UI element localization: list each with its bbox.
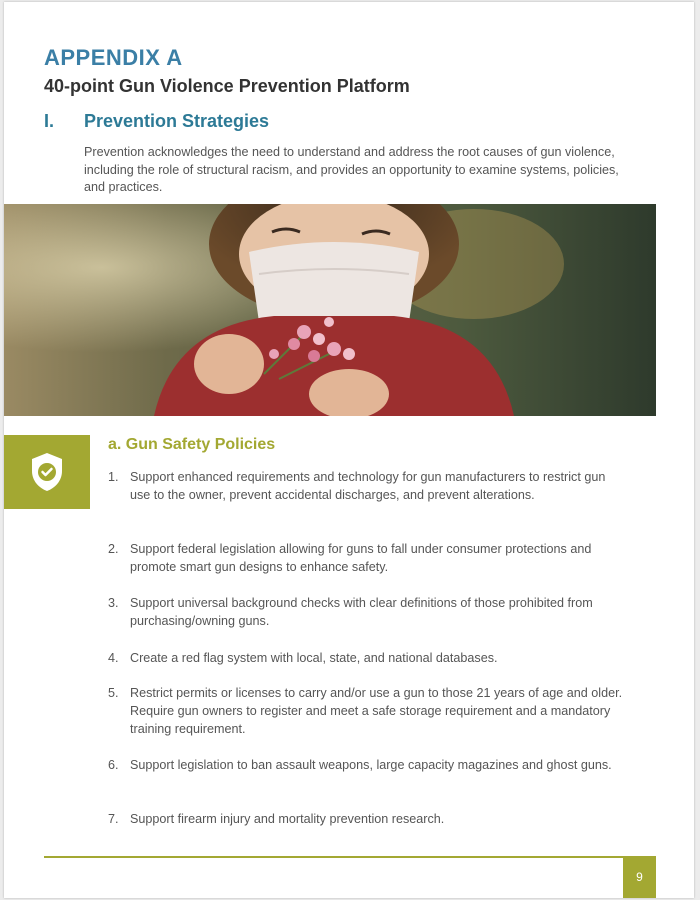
policy-text: Support federal legislation allowing for guns to fall under consumer protections and promote smart gun designs to enhance safety. xyxy=(130,542,592,574)
policy-text: Create a red flag system with local, state, and national databases. xyxy=(130,651,498,665)
policy-text: Support enhanced requirements and technology for gun manufacturers to restrict gun use to the owner, prevent accidental discharges, and prevent alterations. xyxy=(130,470,606,502)
policy-item xyxy=(108,756,628,774)
page-number-box xyxy=(623,856,656,898)
page-number: 9 xyxy=(636,870,643,884)
policy-number: 3. xyxy=(108,596,119,610)
policy-number: 4. xyxy=(108,651,119,665)
policy-item xyxy=(108,540,628,576)
policy-number: 2. xyxy=(108,542,119,556)
policy-item xyxy=(108,810,628,828)
photo-illustration xyxy=(4,204,656,416)
shield-icon-box xyxy=(4,435,90,509)
shield-check-icon xyxy=(29,451,65,493)
platform-subtitle: 40-point Gun Violence Prevention Platform xyxy=(44,76,410,96)
policy-text: Support universal background checks with clear definitions of those prohibited from purchasing/owning guns. xyxy=(130,596,593,628)
policy-item xyxy=(108,594,628,630)
policy-text: Support legislation to ban assault weapons, large capacity magazines and ghost guns. xyxy=(130,758,612,772)
subsection-title: a. Gun Safety Policies xyxy=(108,436,276,453)
section-title: Prevention Strategies xyxy=(84,111,270,131)
policy-item xyxy=(108,649,628,667)
section-number: I. xyxy=(44,111,55,131)
policy-text: Support firearm injury and mortality prevention research. xyxy=(130,812,445,826)
policy-number: 7. xyxy=(108,812,119,826)
policy-item xyxy=(108,684,628,738)
document-page xyxy=(4,2,694,898)
policy-text: Restrict permits or licenses to carry and/or use a gun to those 21 years of age and older. Require gun owners to register and meet a safe storage requirement and a mandatory training requirement. xyxy=(130,686,623,736)
section-intro: Prevention acknowledges the need to understand and address the root causes of gun violence, including the role of structural racism, and provides an opportunity to examine systems, policies, and practices. xyxy=(84,145,619,194)
child-with-flowers-photo xyxy=(4,204,656,416)
policy-item xyxy=(108,468,628,504)
policy-number: 6. xyxy=(108,758,119,772)
policy-number: 5. xyxy=(108,686,119,700)
footer-divider xyxy=(44,856,624,858)
policy-number: 1. xyxy=(108,470,119,484)
appendix-heading: APPENDIX A xyxy=(44,45,183,70)
